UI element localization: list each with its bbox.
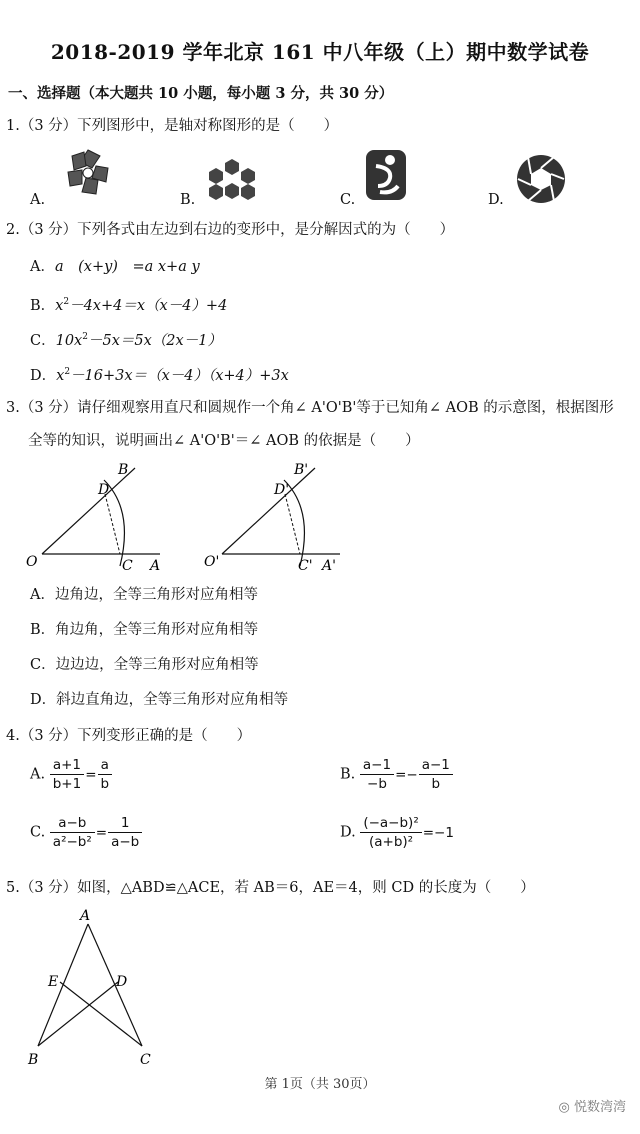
q4-option-b bbox=[340, 756, 453, 793]
q4-b-d2: b bbox=[431, 776, 441, 792]
q3-option-d: D．斜边直角边，全等三角形对应角相等 bbox=[30, 692, 289, 708]
q2-d-label: D． bbox=[30, 367, 57, 384]
wechat-icon: ◎ bbox=[558, 1100, 570, 1115]
q4-option-a bbox=[30, 756, 112, 793]
q2-b-lhs: x bbox=[55, 297, 64, 314]
segment-cd-prime bbox=[285, 494, 300, 554]
q4-a-n2: a bbox=[98, 756, 113, 775]
label-o: O bbox=[26, 554, 38, 570]
q2-c-label: C． bbox=[30, 332, 56, 349]
label-c: C bbox=[140, 1052, 151, 1068]
q4-c-eq: = bbox=[95, 824, 108, 841]
ray-ob bbox=[42, 468, 135, 554]
label-a: A bbox=[150, 558, 161, 574]
q2-option-a bbox=[30, 257, 200, 277]
watermark-text: 悦数湾湾 bbox=[573, 1100, 626, 1115]
label-b-prime: B' bbox=[294, 462, 309, 478]
label-d: D bbox=[116, 974, 128, 990]
beijing-seal-icon bbox=[362, 146, 410, 204]
label-d-prime: D' bbox=[274, 482, 290, 498]
label-e: E bbox=[48, 974, 59, 990]
q2-c-rest: －5x＝5x（2x－1） bbox=[87, 332, 222, 349]
q1-option-d: D. bbox=[488, 192, 504, 208]
q2-option-d bbox=[30, 362, 289, 386]
q4-b-n2: a−1 bbox=[419, 756, 453, 775]
q4-a-eq: = bbox=[85, 766, 97, 783]
page-title: 2018-2019 学年北京 161 中八年级（上）期中数学试卷 bbox=[50, 40, 590, 64]
q1-option-b: B. bbox=[180, 192, 196, 208]
q4-c-n1: a−b bbox=[50, 814, 95, 833]
q2-option-c bbox=[30, 327, 222, 351]
q4-a-d1: b+1 bbox=[52, 776, 82, 792]
q4-a-label: A. bbox=[30, 766, 46, 783]
q2-b-label: B． bbox=[30, 297, 56, 314]
q2-option-b bbox=[30, 292, 227, 316]
q4-option-c bbox=[30, 814, 142, 851]
hexagon-ring-icon bbox=[206, 156, 258, 202]
q4-d-d1: (a+b)² bbox=[368, 834, 414, 850]
q4-option-d bbox=[340, 814, 455, 851]
q2-d-rest: －16+3x＝（x－4）（x+4）+3x bbox=[70, 367, 289, 384]
segment-bd bbox=[38, 982, 118, 1046]
label-a-prime: A' bbox=[322, 558, 336, 574]
q4-d-label: D. bbox=[340, 824, 356, 841]
q4-c-frac-left bbox=[50, 814, 95, 851]
page-footer: 第 1页（共 30页） bbox=[264, 1077, 376, 1092]
q2-a-expr: a (x+y) =a x+a y bbox=[54, 259, 200, 275]
q4-b-frac-left bbox=[360, 756, 394, 793]
label-o-prime: O' bbox=[204, 554, 220, 570]
q3-figure-left bbox=[20, 458, 170, 576]
label-c: C bbox=[122, 558, 133, 574]
q4-c-n2: 1 bbox=[108, 814, 142, 833]
q4-d-n1: (−a−b)² bbox=[360, 814, 421, 833]
q4-c-d1: a²−b² bbox=[52, 834, 92, 850]
q4-c-d2: a−b bbox=[111, 834, 140, 850]
label-b: B bbox=[28, 1052, 39, 1068]
pinwheel-logo-icon bbox=[60, 146, 116, 198]
q4-a-d2: b bbox=[100, 776, 110, 792]
q4-b-label: B. bbox=[340, 766, 356, 783]
q1-option-a: A. bbox=[30, 192, 46, 208]
q2-d-sup: 2 bbox=[64, 367, 71, 377]
segment-ce bbox=[60, 982, 142, 1046]
q1-option-c: C. bbox=[340, 192, 356, 208]
watermark bbox=[559, 1096, 627, 1115]
label-c-prime: C' bbox=[298, 558, 313, 574]
q3-option-b: B．角边角，全等三角形对应角相等 bbox=[30, 622, 259, 638]
label-d: D bbox=[98, 482, 110, 498]
q3-stem-line2: 全等的知识，说明画出∠ A'O'B'＝∠ AOB 的依据是（ ） bbox=[28, 433, 420, 449]
q1-stem: 1.（3 分）下列图形中，是轴对称图形的是（ ） bbox=[6, 118, 339, 134]
q4-c-frac-right bbox=[108, 814, 142, 851]
q2-a-label: A． bbox=[30, 259, 55, 275]
q4-d-eq: =−1 bbox=[422, 824, 454, 841]
q4-b-eq: =− bbox=[395, 766, 418, 783]
q3-stem-line1: 3.（3 分）请仔细观察用直尺和圆规作一个角∠ A'O'B'等于已知角∠ AOB 的示意图，根据图形 bbox=[6, 400, 614, 416]
q4-a-frac-right bbox=[98, 756, 113, 793]
q3-option-a: A．边角边，全等三角形对应角相等 bbox=[30, 587, 258, 603]
q2-stem: 2.（3 分）下列各式由左边到右边的变形中，是分解因式的为（ ） bbox=[6, 222, 455, 238]
q2-c-sup: 2 bbox=[82, 332, 88, 342]
q4-a-frac-left bbox=[50, 756, 84, 793]
q4-stem: 4.（3 分）下列变形正确的是（ ） bbox=[6, 728, 252, 744]
q5-figure bbox=[20, 904, 170, 1068]
section-heading: 一、选择题（本大题共 10 小题，每小题 3 分，共 30 分） bbox=[8, 85, 394, 102]
q4-c-label: C. bbox=[30, 824, 46, 841]
q2-b-sup: 2 bbox=[63, 297, 70, 307]
q4-b-n1: a−1 bbox=[360, 756, 394, 775]
q2-d-lhs: x bbox=[56, 367, 65, 384]
q3-figure-right bbox=[200, 458, 350, 576]
camera-aperture-icon bbox=[514, 152, 568, 206]
label-b: B bbox=[118, 462, 129, 478]
q2-b-rest: －4x+4＝x（x－4）+4 bbox=[69, 297, 228, 314]
label-a: A bbox=[80, 908, 91, 924]
q4-b-frac-right bbox=[419, 756, 453, 793]
ray-ob-prime bbox=[222, 468, 315, 554]
q4-a-n1: a+1 bbox=[50, 756, 84, 775]
q4-d-frac bbox=[360, 814, 421, 851]
q2-c-lhs: 10x bbox=[55, 332, 83, 349]
q5-stem: 5.（3 分）如图，△ABD≌△ACE，若 AB＝6，AE＝4，则 CD 的长度为（ ） bbox=[6, 880, 535, 896]
q3-option-c: C．边边边，全等三角形对应角相等 bbox=[30, 657, 259, 673]
segment-cd bbox=[105, 494, 120, 554]
q4-b-d1: −b bbox=[367, 776, 387, 792]
